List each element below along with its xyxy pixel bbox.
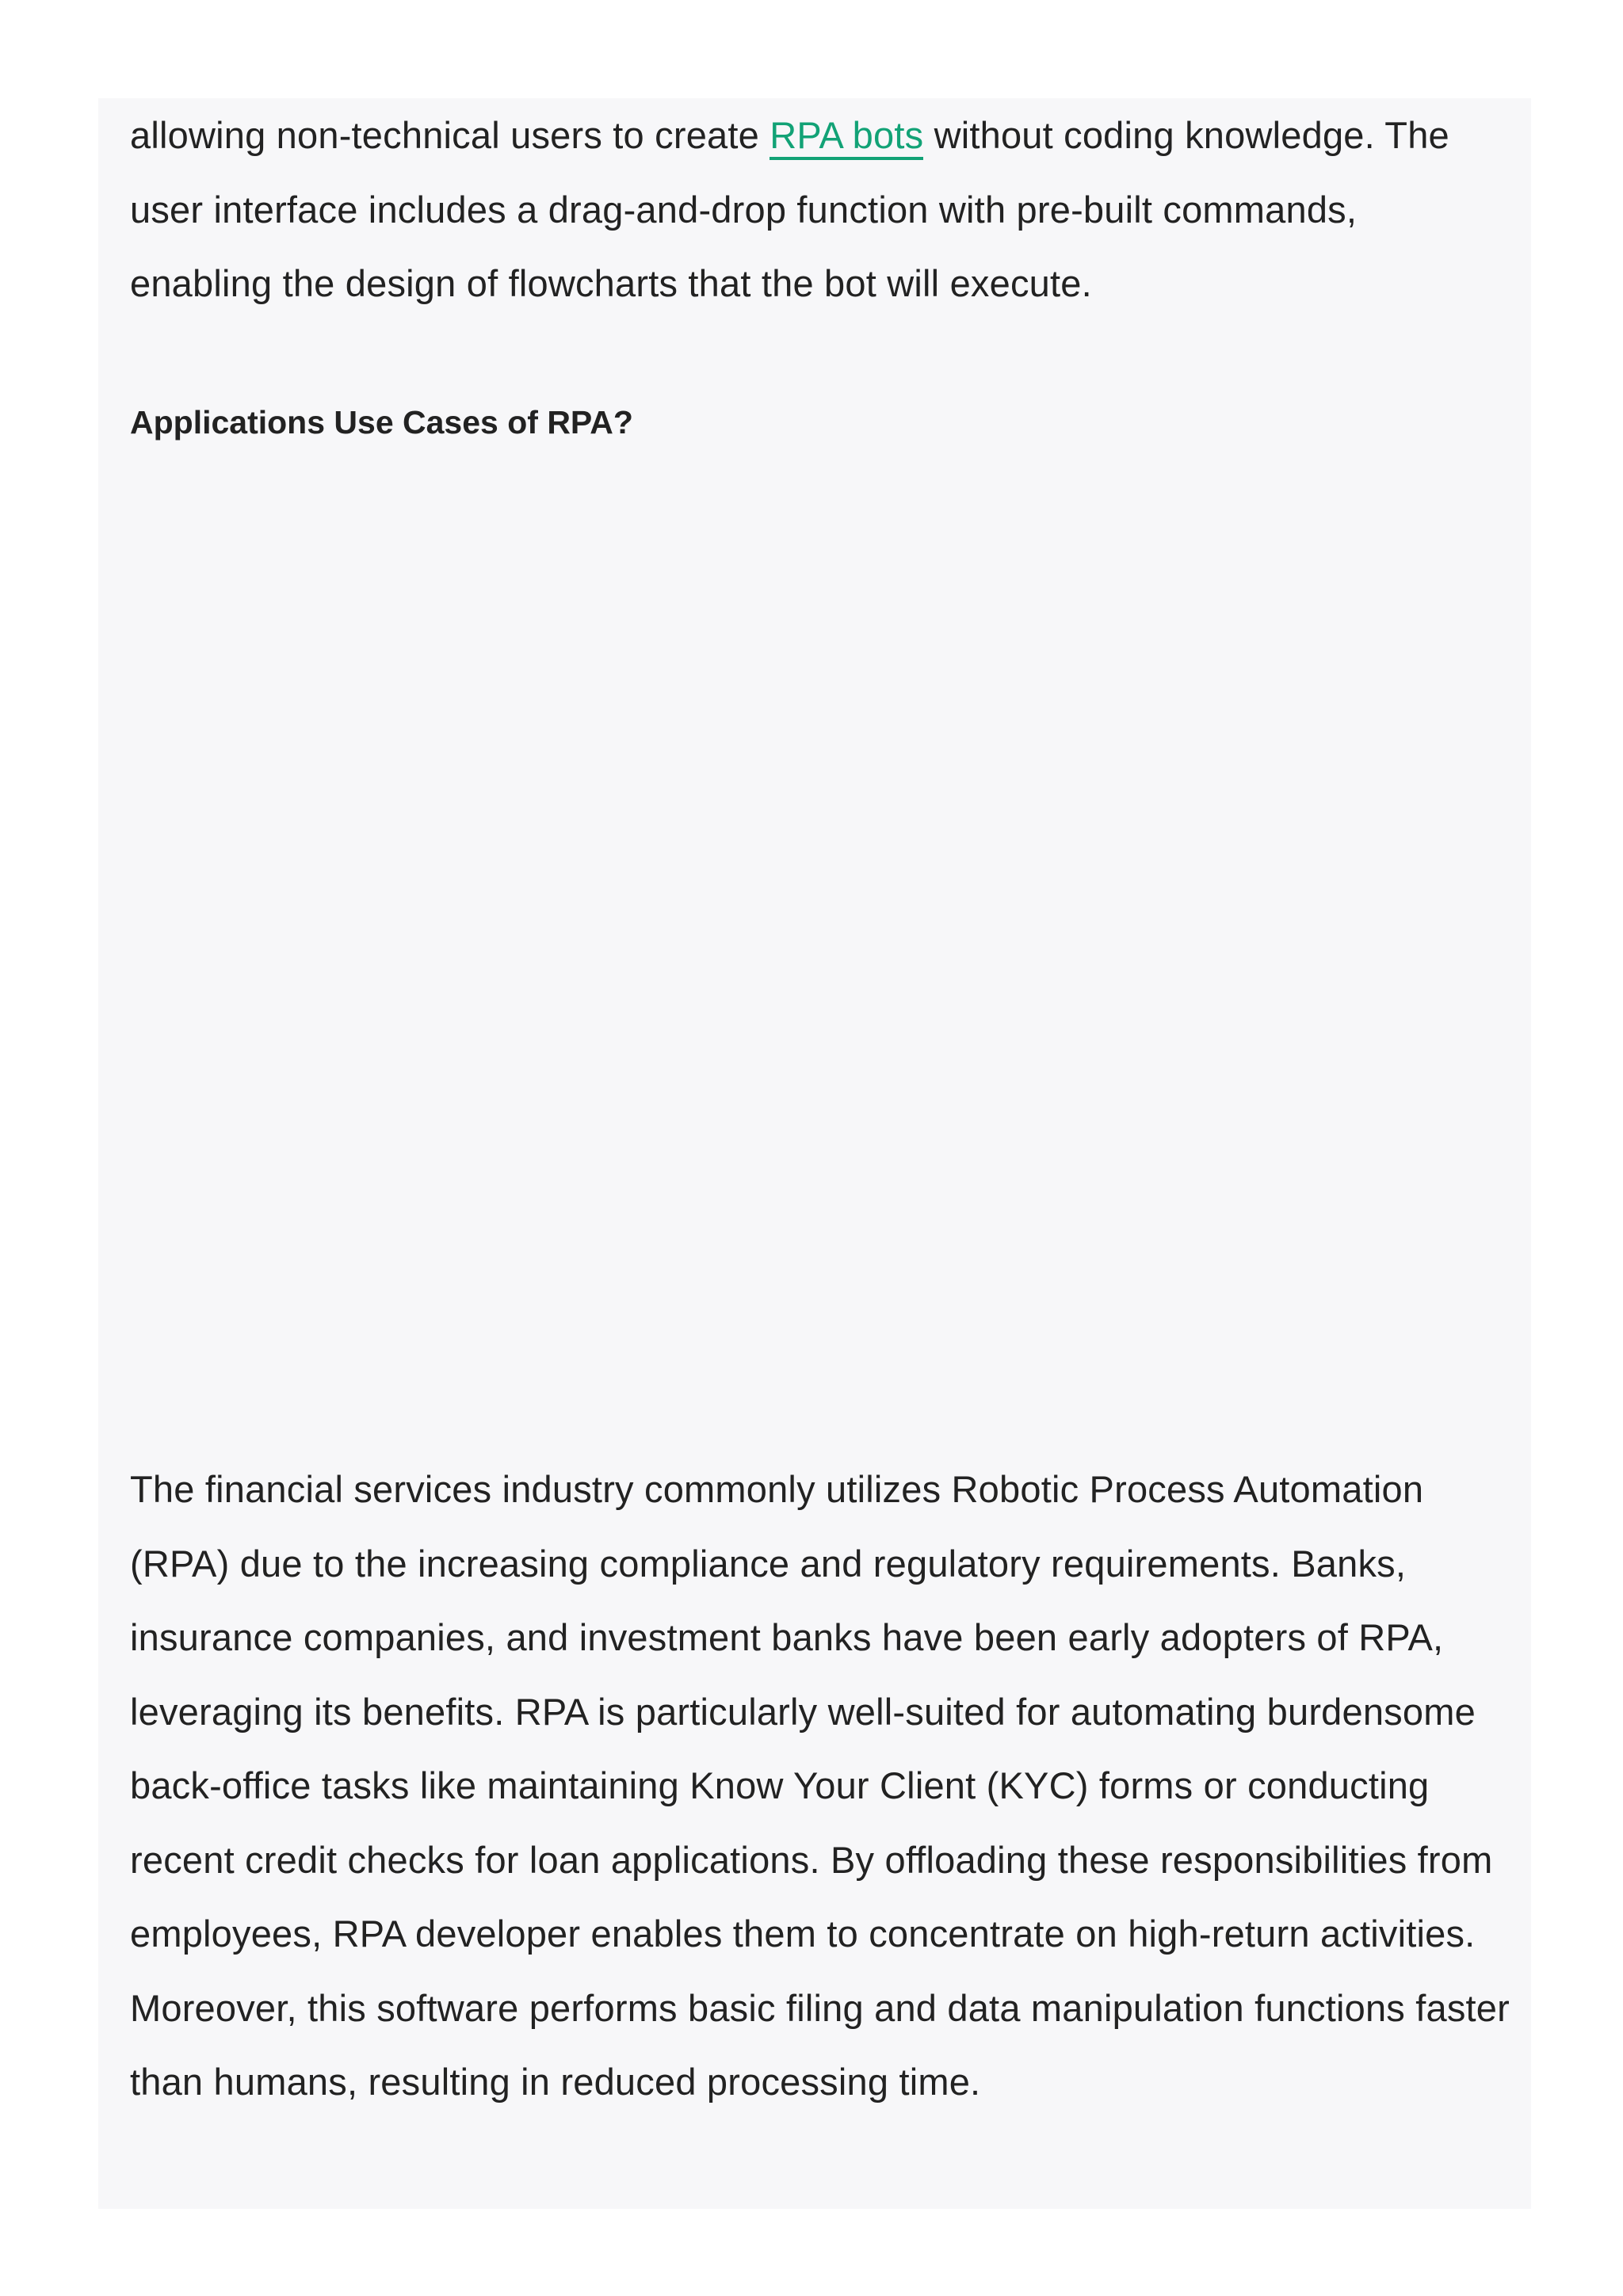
article-content — [98, 98, 1531, 2209]
rpa-bots-link[interactable]: RPA bots — [769, 114, 923, 160]
intro-paragraph — [130, 98, 1509, 321]
intro-text-before-link: allowing non-technical users to create — [130, 114, 770, 156]
section-heading: Applications Use Cases of RPA? — [130, 404, 633, 441]
intro-text-after-link: without coding knowledge. The user interface includes a drag-and-drop function with pre-built commands, enabling the design of flowcharts that the bot will execute. — [130, 114, 1449, 304]
blank-image-area — [130, 479, 1499, 1429]
body-paragraph: The financial services industry commonly utilizes Robotic Process Automation (RPA) due to the increasing compliance and regulatory requirements. Banks, insurance companies, and investment banks have been early adopters of RPA, leveraging its benefits. RPA is particularly well-suited for automating burdensome back-office tasks like maintaining Know Your Client (KYC) forms or conducting recent credit checks for loan applications. By offloading these responsibilities from employees, RPA developer enables them to concentrate on high-return activities. Moreover, this software performs basic filing and data manipulation functions faster than humans, resulting in reduced processing time. — [130, 1468, 1510, 2103]
